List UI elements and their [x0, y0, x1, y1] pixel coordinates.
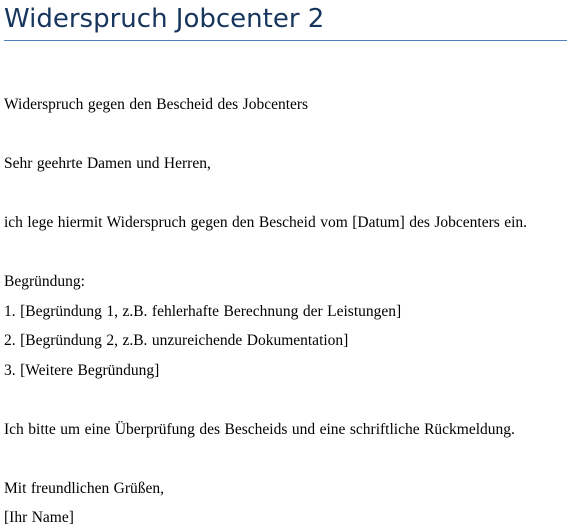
signature-placeholder: [Ihr Name]: [4, 509, 74, 526]
reason-item-3: 3. [Weitere Begründung]: [4, 362, 160, 379]
document-title: Widerspruch Jobcenter 2: [4, 4, 325, 34]
reasons-heading: Begründung:: [4, 273, 85, 290]
request-paragraph: Ich bitte um eine Überprüfung des Bescheids und eine schriftliche Rückmeldung.: [4, 421, 515, 438]
closing-line: Mit freundlichen Grüßen,: [4, 480, 165, 497]
title-underline: [4, 40, 567, 41]
reason-item-2: 2. [Begründung 2, z.B. unzureichende Dokumentation]: [4, 332, 349, 349]
intro-paragraph: ich lege hiermit Widerspruch gegen den Bescheid vom [Datum] des Jobcenters ein.: [4, 214, 528, 231]
salutation: Sehr geehrte Damen und Herren,: [4, 155, 211, 172]
reason-item-1: 1. [Begründung 1, z.B. fehlerhafte Berechnung der Leistungen]: [4, 303, 402, 320]
subject-line: Widerspruch gegen den Bescheid des Jobcenters: [4, 96, 309, 113]
